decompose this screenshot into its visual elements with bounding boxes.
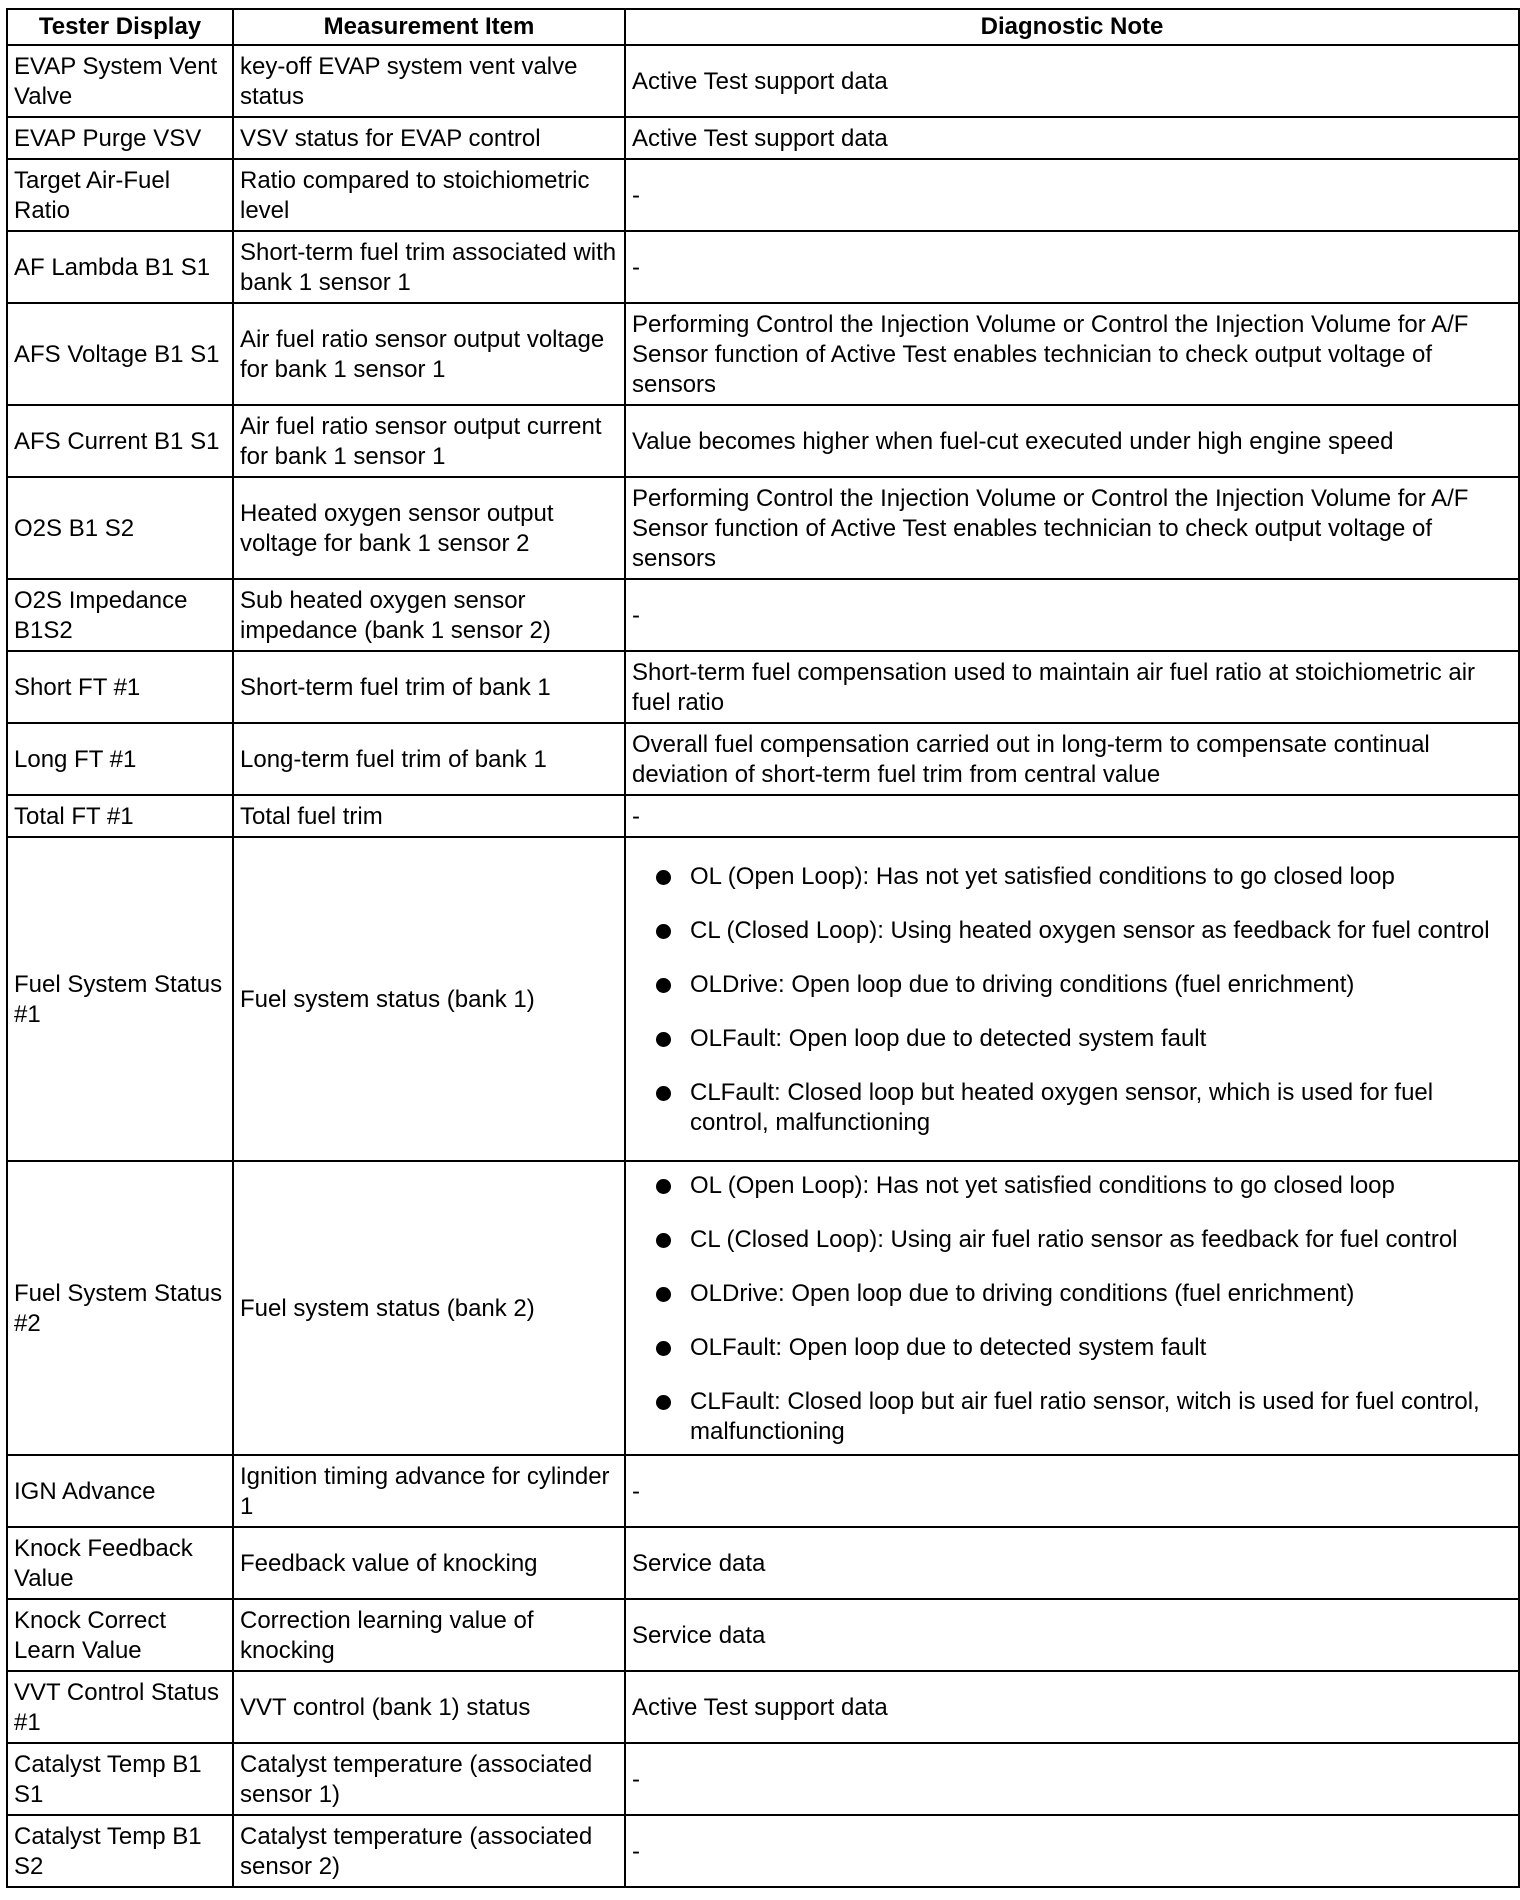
diagnostic-note-cell: Performing Control the Injection Volume or Control the Injection Volume for A/F Sensor function of Active Test enables technician to check output voltage of sensors [625,477,1519,579]
diagnostic-note-cell: Service data [625,1599,1519,1671]
table-row [7,405,1519,477]
list-item-text: OLDrive: Open loop due to driving conditions (fuel enrichment) [690,1280,1355,1307]
list-item-text: OLDrive: Open loop due to driving conditions (fuel enrichment) [690,971,1355,998]
table-row [7,579,1519,651]
list-item [656,1171,1512,1201]
list-item-text: OLFault: Open loop due to detected system fault [690,1025,1207,1052]
fuel-status-bank2-list [632,1169,1512,1449]
tester-display-cell: Fuel System Status #2 [7,1161,233,1455]
bullet-icon [656,1341,671,1356]
list-item [656,1225,1512,1255]
list-item-text: OL (Open Loop): Has not yet satisfied conditions to go closed loop [690,863,1395,890]
measurement-item-cell: Sub heated oxygen sensor impedance (bank 1 sensor 2) [233,579,625,651]
list-item [656,1024,1512,1054]
table-row [7,45,1519,117]
tester-display-cell: AFS Voltage B1 S1 [7,303,233,405]
table-row [7,303,1519,405]
measurement-item-cell: VVT control (bank 1) status [233,1671,625,1743]
tester-display-cell: Catalyst Temp B1 S1 [7,1743,233,1815]
list-item [656,970,1512,1000]
bullet-icon [656,1287,671,1302]
table-header-row [7,9,1519,45]
tester-display-cell: AFS Current B1 S1 [7,405,233,477]
tester-display-cell: EVAP System Vent Valve [7,45,233,117]
tester-display-cell: Total FT #1 [7,795,233,837]
diagnostic-note-cell: - [625,159,1519,231]
header-tester-display: Tester Display [7,9,233,45]
list-item-text: OLFault: Open loop due to detected system fault [690,1334,1207,1361]
measurement-item-cell: Ignition timing advance for cylinder 1 [233,1455,625,1527]
diagnostic-note-cell: Active Test support data [625,45,1519,117]
tester-display-cell: Knock Correct Learn Value [7,1599,233,1671]
diagnostic-note-cell: - [625,231,1519,303]
tester-display-cell: EVAP Purge VSV [7,117,233,159]
bullet-icon [656,978,671,993]
list-item [656,1387,1512,1447]
table-row [7,1599,1519,1671]
bullet-icon [656,1395,671,1410]
table-row [7,159,1519,231]
tester-display-cell: VVT Control Status #1 [7,1671,233,1743]
measurement-item-cell: Ratio compared to stoichiometric level [233,159,625,231]
fuel-status-bank1-list [632,860,1512,1140]
list-item [656,1333,1512,1363]
bullet-icon [656,1086,671,1101]
bullet-icon [656,1233,671,1248]
header-measurement-item: Measurement Item [233,9,625,45]
diagnostic-note-cell: Value becomes higher when fuel-cut executed under high engine speed [625,405,1519,477]
diagnostic-note-cell: Performing Control the Injection Volume or Control the Injection Volume for A/F Sensor function of Active Test enables technician to check output voltage of sensors [625,303,1519,405]
bullet-icon [656,1179,671,1194]
bullet-icon [656,1032,671,1047]
tester-display-cell: Fuel System Status #1 [7,837,233,1161]
diagnostic-note-cell: - [625,579,1519,651]
measurement-item-cell: Catalyst temperature (associated sensor 1) [233,1743,625,1815]
list-item [656,916,1512,946]
list-item-text: CL (Closed Loop): Using heated oxygen sensor as feedback for fuel control [690,917,1490,944]
measurement-item-cell: Air fuel ratio sensor output voltage for bank 1 sensor 1 [233,303,625,405]
measurement-item-cell: Long-term fuel trim of bank 1 [233,723,625,795]
table-row [7,1455,1519,1527]
tester-display-cell: Knock Feedback Value [7,1527,233,1599]
list-item-text: OL (Open Loop): Has not yet satisfied conditions to go closed loop [690,1172,1395,1199]
diagnostic-note-cell: Active Test support data [625,117,1519,159]
bullet-icon [656,924,671,939]
table-row [7,651,1519,723]
list-item-text: CLFault: Closed loop but air fuel ratio sensor, witch is used for fuel control, malfunctioning [690,1388,1480,1445]
measurement-item-cell: Short-term fuel trim of bank 1 [233,651,625,723]
tester-display-cell: Long FT #1 [7,723,233,795]
measurement-item-cell: Fuel system status (bank 2) [233,1161,625,1455]
bullet-icon [656,870,671,885]
diagnostic-note-cell: - [625,1455,1519,1527]
table-row [7,1161,1519,1455]
table-row [7,477,1519,579]
list-item [656,1078,1512,1138]
measurement-item-cell: Short-term fuel trim associated with bank 1 sensor 1 [233,231,625,303]
tester-display-cell: O2S Impedance B1S2 [7,579,233,651]
table-row [7,837,1519,1161]
measurement-item-cell: Catalyst temperature (associated sensor 2) [233,1815,625,1887]
measurement-item-cell: Correction learning value of knocking [233,1599,625,1671]
table-row [7,231,1519,303]
table-row [7,1743,1519,1815]
table-row [7,117,1519,159]
diagnostic-note-cell: Service data [625,1527,1519,1599]
list-item [656,862,1512,892]
table-row [7,1671,1519,1743]
measurement-item-cell: Air fuel ratio sensor output current for bank 1 sensor 1 [233,405,625,477]
measurement-item-cell: Feedback value of knocking [233,1527,625,1599]
list-item-text: CL (Closed Loop): Using air fuel ratio sensor as feedback for fuel control [690,1226,1458,1253]
tester-display-cell: Short FT #1 [7,651,233,723]
list-item-text: CLFault: Closed loop but heated oxygen sensor, which is used for fuel control, malfunctioning [690,1079,1434,1136]
header-diagnostic-note: Diagnostic Note [625,9,1519,45]
list-item [656,1279,1512,1309]
tester-display-cell: O2S B1 S2 [7,477,233,579]
diagnostic-data-table [6,8,1520,1888]
measurement-item-cell: Fuel system status (bank 1) [233,837,625,1161]
table-row [7,1815,1519,1887]
diagnostic-note-cell: - [625,1743,1519,1815]
tester-display-cell: IGN Advance [7,1455,233,1527]
measurement-item-cell: VSV status for EVAP control [233,117,625,159]
table-row [7,723,1519,795]
diagnostic-note-cell: - [625,1815,1519,1887]
diagnostic-note-cell: Overall fuel compensation carried out in long-term to compensate continual deviation of short-term fuel trim from central value [625,723,1519,795]
diagnostic-note-cell [625,1161,1519,1455]
diagnostic-note-cell: Active Test support data [625,1671,1519,1743]
measurement-item-cell: Heated oxygen sensor output voltage for bank 1 sensor 2 [233,477,625,579]
table-row [7,1527,1519,1599]
table-row [7,795,1519,837]
tester-display-cell: AF Lambda B1 S1 [7,231,233,303]
measurement-item-cell: Total fuel trim [233,795,625,837]
measurement-item-cell: key-off EVAP system vent valve status [233,45,625,117]
tester-display-cell: Catalyst Temp B1 S2 [7,1815,233,1887]
diagnostic-note-cell [625,837,1519,1161]
tester-display-cell: Target Air-Fuel Ratio [7,159,233,231]
diagnostic-note-cell: Short-term fuel compensation used to maintain air fuel ratio at stoichiometric air fuel ratio [625,651,1519,723]
diagnostic-note-cell: - [625,795,1519,837]
